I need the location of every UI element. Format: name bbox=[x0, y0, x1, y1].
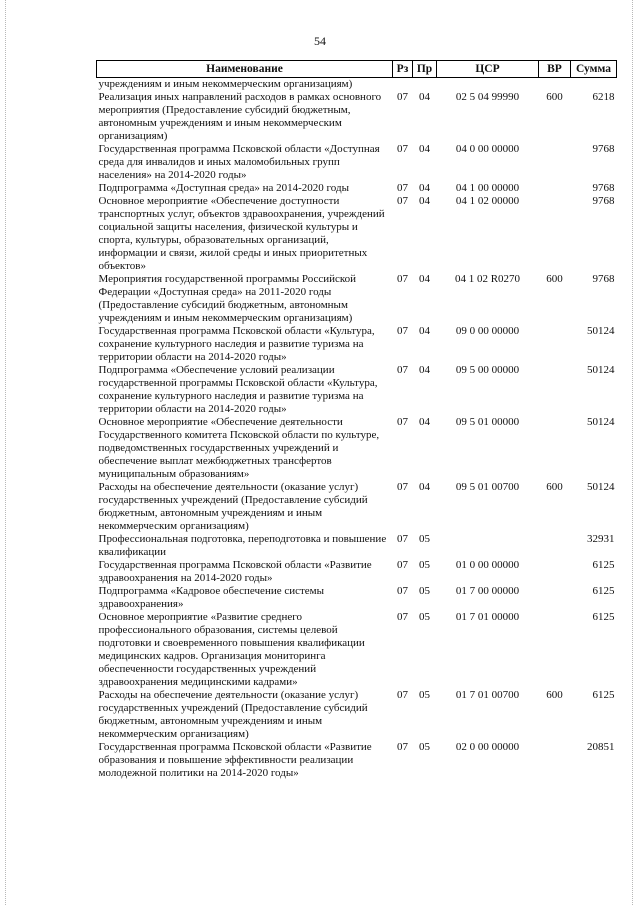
row-csr: 09 0 00 00000 bbox=[455, 325, 520, 337]
row-vr bbox=[539, 325, 571, 364]
row-rz: 07 bbox=[397, 91, 408, 103]
header-rz: Рз bbox=[393, 61, 413, 78]
row-rz: 07 bbox=[397, 611, 408, 623]
row-csr: 04 1 00 00000 bbox=[455, 182, 520, 194]
row-name: Реализация иных направлений расходов в рамках основного мероприятия (Предоставление субсидий бюджетным, автономным учреждениям и иным некоммерческим организациям) bbox=[98, 91, 382, 142]
row-vr bbox=[539, 143, 571, 182]
row-csr: 01 7 01 00700 bbox=[455, 689, 520, 701]
row-csr: 01 7 00 00000 bbox=[455, 585, 520, 597]
header-csr: ЦСР bbox=[437, 61, 539, 78]
row-pr: 04 bbox=[419, 195, 430, 207]
budget-table bbox=[96, 60, 617, 780]
row-name: Профессиональная подготовка, переподготовка и повышение квалификации bbox=[98, 533, 387, 558]
row-sum: 6218 bbox=[592, 91, 615, 103]
row-csr: 04 1 02 R0270 bbox=[454, 273, 521, 285]
table-row bbox=[97, 143, 617, 182]
row-sum: 20851 bbox=[587, 741, 615, 753]
row-rz bbox=[393, 78, 413, 92]
row-pr: 04 bbox=[419, 416, 430, 428]
table-row bbox=[97, 273, 617, 325]
row-sum bbox=[571, 78, 617, 92]
row-vr: 600 bbox=[546, 481, 563, 493]
table-row bbox=[97, 91, 617, 143]
row-sum: 6125 bbox=[592, 689, 615, 701]
row-pr: 04 bbox=[419, 143, 430, 155]
row-rz: 07 bbox=[397, 195, 408, 207]
row-csr: 01 7 01 00000 bbox=[455, 611, 520, 623]
row-name: учреждениям и иным некоммерческим организациям) bbox=[98, 78, 353, 90]
row-name: Подпрограмма «Кадровое обеспечение системы здравоохранения» bbox=[98, 585, 325, 610]
row-name: Подпрограмма «Обеспечение условий реализации государственной программы Псковской области «Культура, сохранение культурного наследия и развитие туризма на территории области на 2014-2020 годы» bbox=[98, 364, 378, 415]
row-pr: 05 bbox=[419, 585, 430, 597]
scan-edge-left bbox=[5, 0, 7, 905]
row-sum: 9768 bbox=[592, 143, 615, 155]
row-rz: 07 bbox=[397, 364, 408, 376]
row-pr: 04 bbox=[419, 481, 430, 493]
row-name: Государственная программа Псковской области «Культура, сохранение культурного наследия и развитие туризма на территории области на 2014-2020 годы» bbox=[98, 325, 375, 363]
row-name: Основное мероприятие «Обеспечение доступности транспортных услуг, объектов здравоохранения, учреждений социальной защиты населения, физической культуры и спорта, культуры, образовательных организаций, информации и связи, жилой среды и иных приоритетных объектов» bbox=[98, 195, 385, 272]
row-csr: 09 5 01 00700 bbox=[455, 481, 520, 493]
table-row bbox=[97, 78, 617, 92]
row-vr bbox=[539, 182, 571, 195]
row-vr bbox=[539, 585, 571, 611]
table-row bbox=[97, 195, 617, 273]
row-pr bbox=[413, 78, 437, 92]
row-rz: 07 bbox=[397, 689, 408, 701]
row-vr bbox=[539, 611, 571, 689]
table-header-row bbox=[97, 61, 617, 78]
row-vr bbox=[539, 195, 571, 273]
row-csr: 02 0 00 00000 bbox=[455, 741, 520, 753]
table-row bbox=[97, 585, 617, 611]
row-vr: 600 bbox=[546, 689, 563, 701]
table-row bbox=[97, 611, 617, 689]
row-csr: 01 0 00 00000 bbox=[455, 559, 520, 571]
header-sum: Сумма bbox=[571, 61, 617, 78]
table-row bbox=[97, 741, 617, 780]
table-body bbox=[97, 78, 617, 781]
row-rz: 07 bbox=[397, 182, 408, 194]
row-pr: 04 bbox=[419, 325, 430, 337]
scan-edge-right bbox=[632, 0, 634, 905]
table-row bbox=[97, 533, 617, 559]
row-csr: 04 0 00 00000 bbox=[455, 143, 520, 155]
row-rz: 07 bbox=[397, 325, 408, 337]
row-vr: 600 bbox=[546, 273, 563, 285]
row-pr: 05 bbox=[419, 559, 430, 571]
row-name: Подпрограмма «Доступная среда» на 2014-2020 годы bbox=[98, 182, 349, 194]
row-csr bbox=[437, 78, 539, 92]
row-name: Государственная программа Псковской области «Развитие образования и повышение эффективности реализации молодежной политики на 2014-2020 годы» bbox=[98, 741, 372, 779]
table-row bbox=[97, 182, 617, 195]
row-sum: 50124 bbox=[587, 416, 615, 428]
row-pr: 05 bbox=[419, 741, 430, 753]
header-name: Наименование bbox=[97, 61, 393, 78]
table-row bbox=[97, 416, 617, 481]
row-rz: 07 bbox=[397, 273, 408, 285]
row-vr: 600 bbox=[546, 91, 563, 103]
table-row bbox=[97, 559, 617, 585]
table-row bbox=[97, 689, 617, 741]
row-vr bbox=[539, 559, 571, 585]
header-vr: ВР bbox=[539, 61, 571, 78]
row-csr: 02 5 04 99990 bbox=[455, 91, 520, 103]
row-vr bbox=[539, 78, 571, 92]
row-sum: 9768 bbox=[592, 195, 615, 207]
row-name: Основное мероприятие «Развитие среднего профессионального образования, системы целевой подготовки и своевременного повышения квалификации медицинских кадров. Организация мониторинга обеспеченности государственных учреждений здравоохранения медицинскими кадрами» bbox=[98, 611, 365, 688]
row-csr bbox=[437, 533, 539, 559]
row-rz: 07 bbox=[397, 741, 408, 753]
row-pr: 05 bbox=[419, 689, 430, 701]
row-sum: 9768 bbox=[592, 273, 615, 285]
row-sum: 6125 bbox=[592, 611, 615, 623]
table-row bbox=[97, 364, 617, 416]
row-vr bbox=[539, 364, 571, 416]
row-pr: 04 bbox=[419, 364, 430, 376]
row-rz: 07 bbox=[397, 585, 408, 597]
row-vr bbox=[539, 533, 571, 559]
table-row bbox=[97, 481, 617, 533]
row-sum: 50124 bbox=[587, 481, 615, 493]
row-name: Государственная программа Псковской области «Развитие здравоохранения на 2014-2020 годы» bbox=[98, 559, 372, 584]
header-pr: Пр bbox=[413, 61, 437, 78]
row-vr bbox=[539, 741, 571, 780]
table-row bbox=[97, 325, 617, 364]
row-csr: 09 5 01 00000 bbox=[455, 416, 520, 428]
row-vr bbox=[539, 416, 571, 481]
row-pr: 05 bbox=[419, 533, 430, 545]
page-number: 54 bbox=[314, 34, 326, 48]
row-csr: 09 5 00 00000 bbox=[455, 364, 520, 376]
row-sum: 6125 bbox=[592, 559, 615, 571]
row-name: Расходы на обеспечение деятельности (оказание услуг) государственных учреждений (Предоставление субсидий бюджетным, автономным учреждениям и иным некоммерческим организациям) bbox=[98, 689, 368, 740]
row-sum: 50124 bbox=[587, 364, 615, 376]
row-rz: 07 bbox=[397, 416, 408, 428]
row-pr: 04 bbox=[419, 91, 430, 103]
row-name: Расходы на обеспечение деятельности (оказание услуг) государственных учреждений (Предоставление субсидий бюджетным, автономным учреждениям и иным некоммерческим организациям) bbox=[98, 481, 368, 532]
row-sum: 9768 bbox=[592, 182, 615, 194]
row-name: Мероприятия государственной программы Российской Федерации «Доступная среда» на 2011-2020 годы (Предоставление субсидий бюджетным, автономным учреждениям и иным некоммерческим организациям) bbox=[98, 273, 357, 324]
row-rz: 07 bbox=[397, 481, 408, 493]
row-sum: 6125 bbox=[592, 585, 615, 597]
row-pr: 05 bbox=[419, 611, 430, 623]
row-name: Государственная программа Псковской области «Доступная среда для инвалидов и иных маломобильных групп населения» на 2014-2020 годы» bbox=[98, 143, 380, 181]
row-pr: 04 bbox=[419, 273, 430, 285]
row-rz: 07 bbox=[397, 533, 408, 545]
row-csr: 04 1 02 00000 bbox=[455, 195, 520, 207]
row-sum: 50124 bbox=[587, 325, 615, 337]
row-rz: 07 bbox=[397, 559, 408, 571]
row-sum: 32931 bbox=[587, 533, 615, 545]
row-name: Основное мероприятие «Обеспечение деятельности Государственного комитета Псковской области по культуре, подведомственных государственных учреждений и обеспечение выплат межбюджетных трансфертов муниципальным образованиям» bbox=[98, 416, 380, 480]
row-rz: 07 bbox=[397, 143, 408, 155]
row-pr: 04 bbox=[419, 182, 430, 194]
